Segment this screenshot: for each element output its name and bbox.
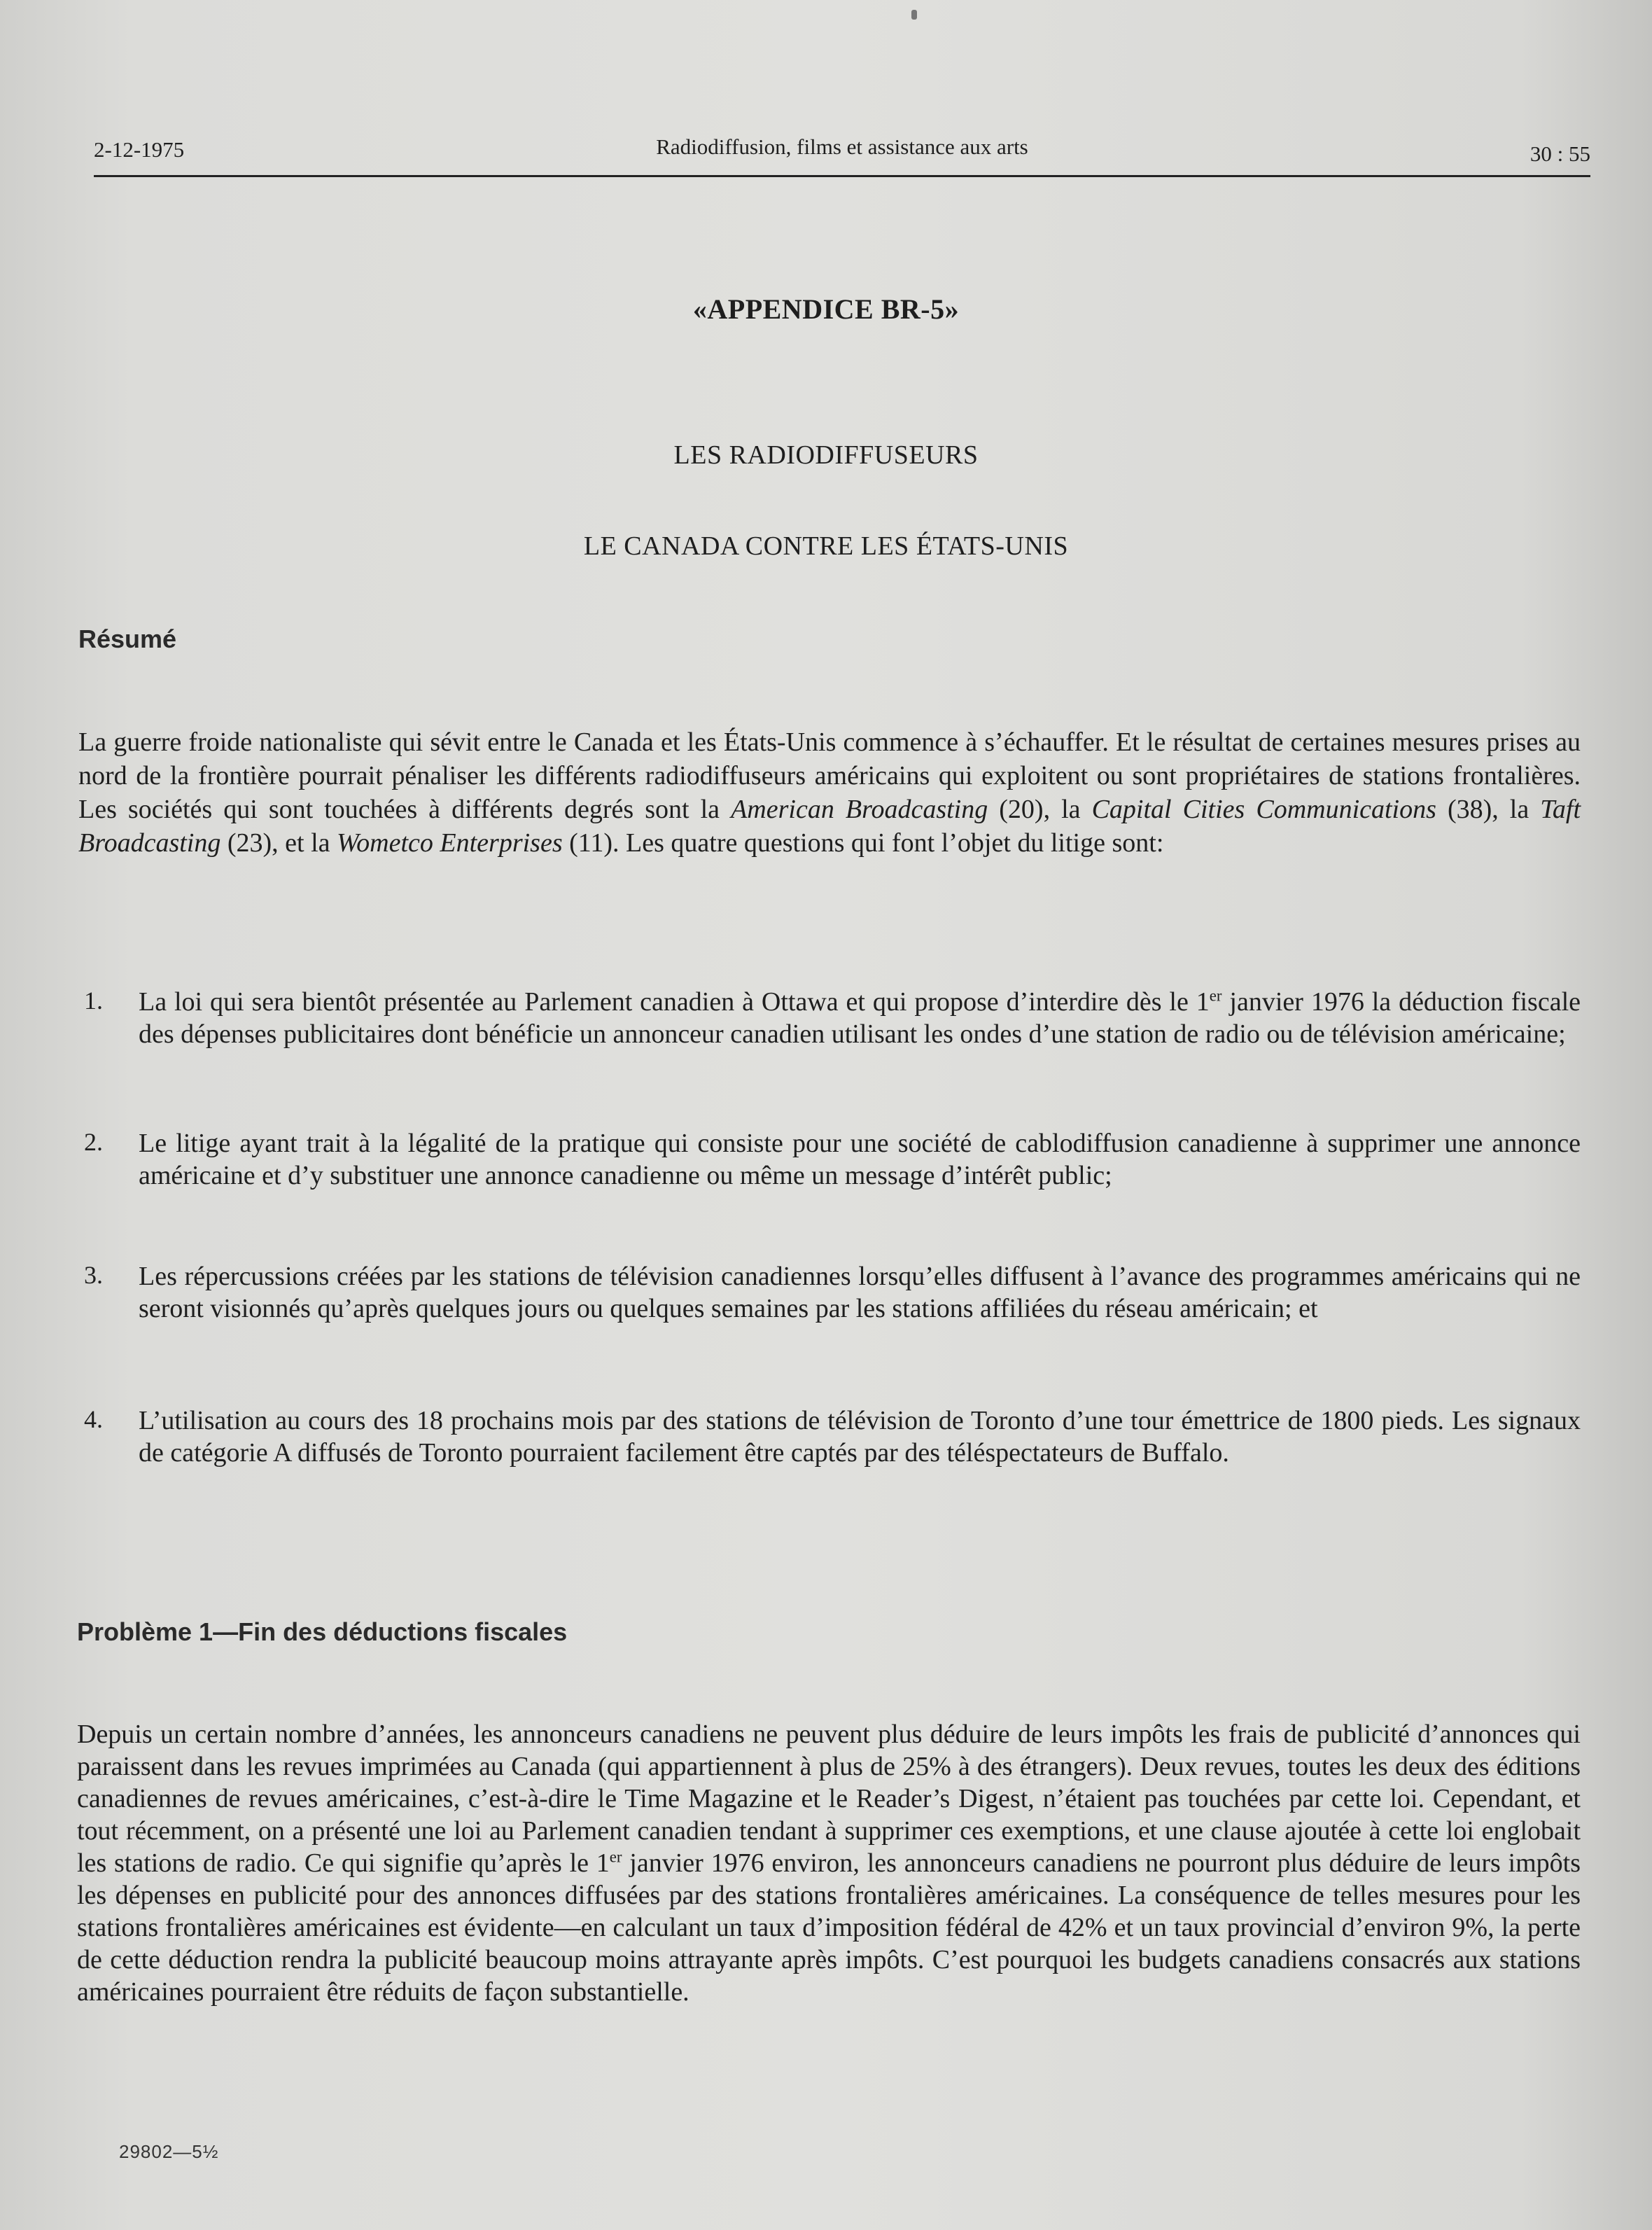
company-capital-cities: Capital Cities Communications [1091, 795, 1436, 824]
list-item-text: L’utilisation au cours des 18 prochains mois par des stations de télévision de Toronto d’une tour émettrice de 1800 pieds. Les signaux de catégorie A diffusés de Toronto pourraient facilement être captés par des téléspectateurs de Buffalo. [139, 1406, 1581, 1468]
list-item-text: Le litige ayant trait à la légalité de la pratique qui consiste pour une société de cablodiffusion canadienne à supprimer une annonce américaine et d’y substituer une annonce canadienne ou même un message d’intérêt public; [139, 1129, 1581, 1190]
list-item-number: 3. [84, 1261, 103, 1289]
company-american-broadcasting: American Broadcasting [731, 795, 988, 824]
list-item-number: 4. [84, 1405, 103, 1433]
resume-paragraph: La guerre froide nationaliste qui sévit entre le Canada et les États-Unis commence à s’échauffer. Et le résultat de certaines mesures prises au nord de la frontière pourrait pénaliser les différents radiodiffuseurs américains qui exploitent ou sont propriétaires de stations frontalières. Les sociétés qui sont touchées à différents degrés sont la American Broadcasting (20), la Capital Cities Communications (38), la Taft Broadcasting (23), et la Wometco Enterprises (11). Les quatre questions qui font l’objet du litige sont: [78, 727, 1581, 858]
list-item-number: 2. [84, 1128, 103, 1156]
probleme-1-paragraph: Depuis un certain nombre d’années, les annonceurs canadiens ne peuvent plus déduire de leurs impôts les frais de publicité d’annonces qui paraissent dans les revues imprimées au Canada (qui appartiennent à plus de 25% à des étrangers). Deux revues, toutes les deux des éditions canadiennes de revues américaines, c’est-à-dire le Time Magazine et le Reader’s Digest, n’étaient pas touchées par cette loi. Cependant, et tout récemment, on a présenté une loi au Parlement canadien tendant à supprimer ces exemptions, et une clause ajoutée à cette loi englobait les stations de radio. Ce qui signifie qu’après le 1er janvier 1976 environ, les annonceurs canadiens ne pourront plus déduire de leurs impôts les dépenses en publicité pour des annonces diffusées par des stations frontalières américaines. La conséquence de telles mesures pour les stations frontalières américaines est évidente—en calculant un taux d’imposition fédéral de 42% et un taux provincial d’environ 9%, la perte de cette déduction rendra la publicité beaucoup moins attrayante après impôts. C’est pourquoi les budgets canadiens consacrés aux stations américaines pourraient être réduits de façon substantielle. [77, 1720, 1581, 2007]
header-date: 2-12-1975 [94, 137, 185, 162]
appendix-title: «APPENDICE BR-5» [692, 293, 960, 325]
running-header [94, 133, 1590, 177]
scan-mark [911, 10, 917, 20]
print-code: 29802—5½ [119, 2141, 219, 2162]
resume-heading: Résumé [78, 625, 177, 653]
list-item-number: 1. [84, 987, 103, 1015]
list-item-text: La loi qui sera bientôt présentée au Parlement canadien à Ottawa et qui propose d’interdire dès le 1er janvier 1976 la déduction fiscale des dépenses publicitaires dont bénéficie un annonceur canadien utilisant les ondes d’une station de radio ou de télévision américaine; [139, 987, 1581, 1049]
company-wometco: Wometco Enterprises [337, 828, 563, 858]
company-taft: Taft Broadcasting [78, 795, 1581, 858]
section-title-broadcasters: LES RADIODIFFUSEURS [673, 440, 979, 470]
section-title-canada-vs-us: LE CANADA CONTRE LES ÉTATS-UNIS [583, 531, 1069, 561]
header-page-number: 30 : 55 [1530, 141, 1590, 166]
probleme-1-heading: Problème 1—Fin des déductions fiscales [77, 1617, 568, 1646]
list-item-text: Les répercussions créées par les stations de télévision canadiennes lorsqu’elles diffusent à l’avance des programmes américains qui ne seront visionnés qu’après quelques jours ou quelques semaines par les stations affiliées du réseau américain; et [139, 1262, 1581, 1323]
header-title: Radiodiffusion, films et assistance aux arts [656, 134, 1028, 159]
